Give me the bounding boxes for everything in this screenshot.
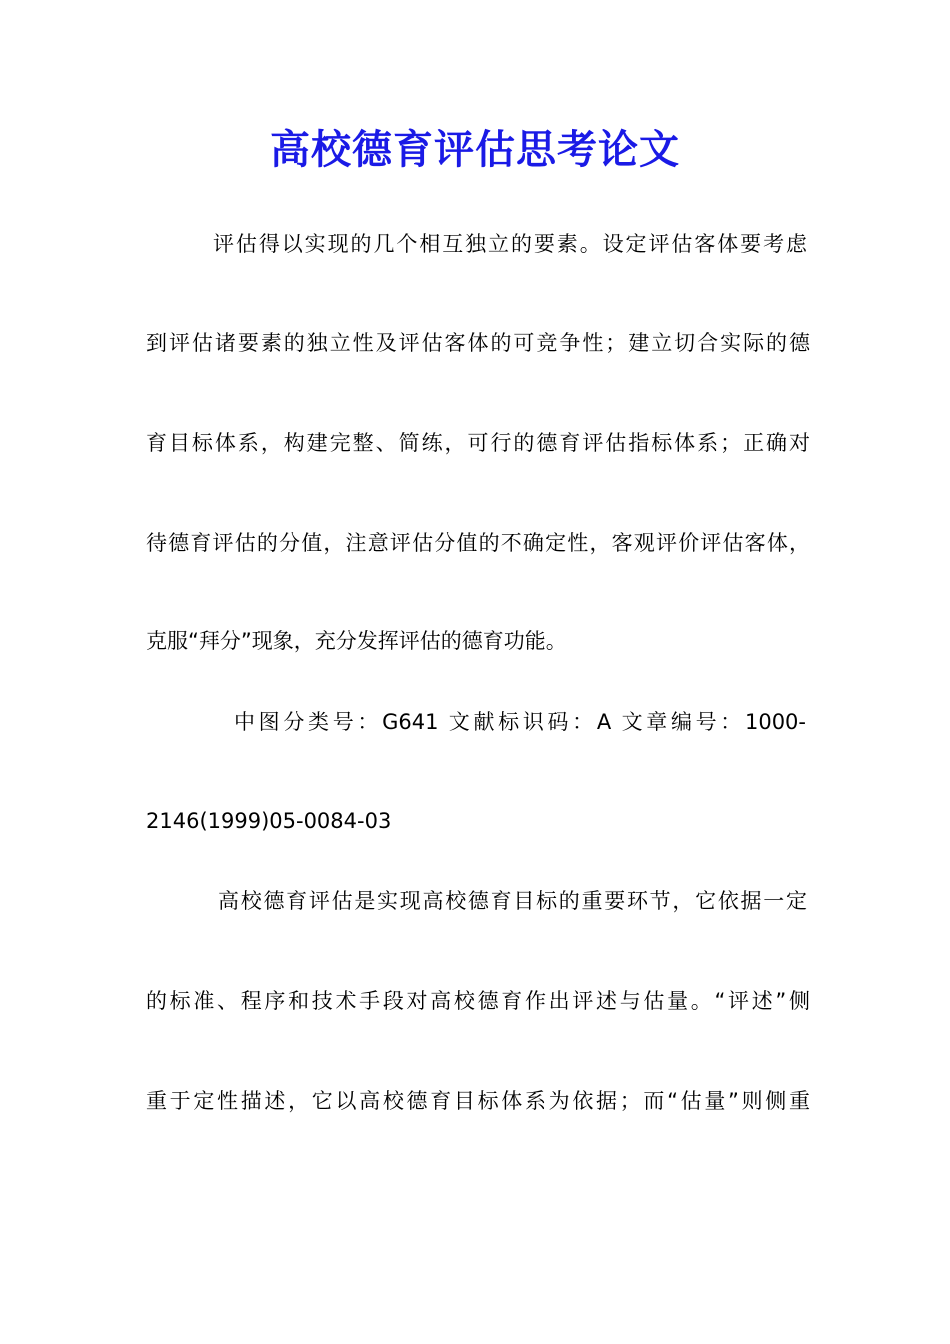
paragraph-line: 评估得以实现的几个相互独立的要素。设定评估客体要考虑 — [213, 232, 807, 256]
classification-line: 2146(1999)05-0084-03 — [146, 809, 392, 833]
paragraph-line: 待德育评估的分值，注意评估分值的不确定性，客观评价评估客体， — [146, 531, 810, 555]
document-title: 高校德育评估思考论文 — [270, 126, 680, 173]
paragraph-line: 克服“拜分”现象，充分发挥评估的德育功能。 — [146, 629, 567, 653]
paragraph-line: 高校德育评估是实现高校德育目标的重要环节，它依据一定 — [218, 889, 807, 913]
paragraph-line: 的标准、程序和技术手段对高校德育作出评述与估量。“评述”侧 — [146, 989, 810, 1013]
paragraph-line: 育目标体系，构建完整、简练，可行的德育评估指标体系；正确对 — [146, 431, 810, 455]
paragraph-line: 到评估诸要素的独立性及评估客体的可竞争性；建立切合实际的德 — [146, 331, 810, 355]
paragraph-line: 重于定性描述，它以高校德育目标体系为依据；而“估量”则侧重 — [146, 1089, 810, 1113]
classification-line: 中图分类号：G641 文献标识码：A 文章编号：1000- — [234, 710, 806, 734]
